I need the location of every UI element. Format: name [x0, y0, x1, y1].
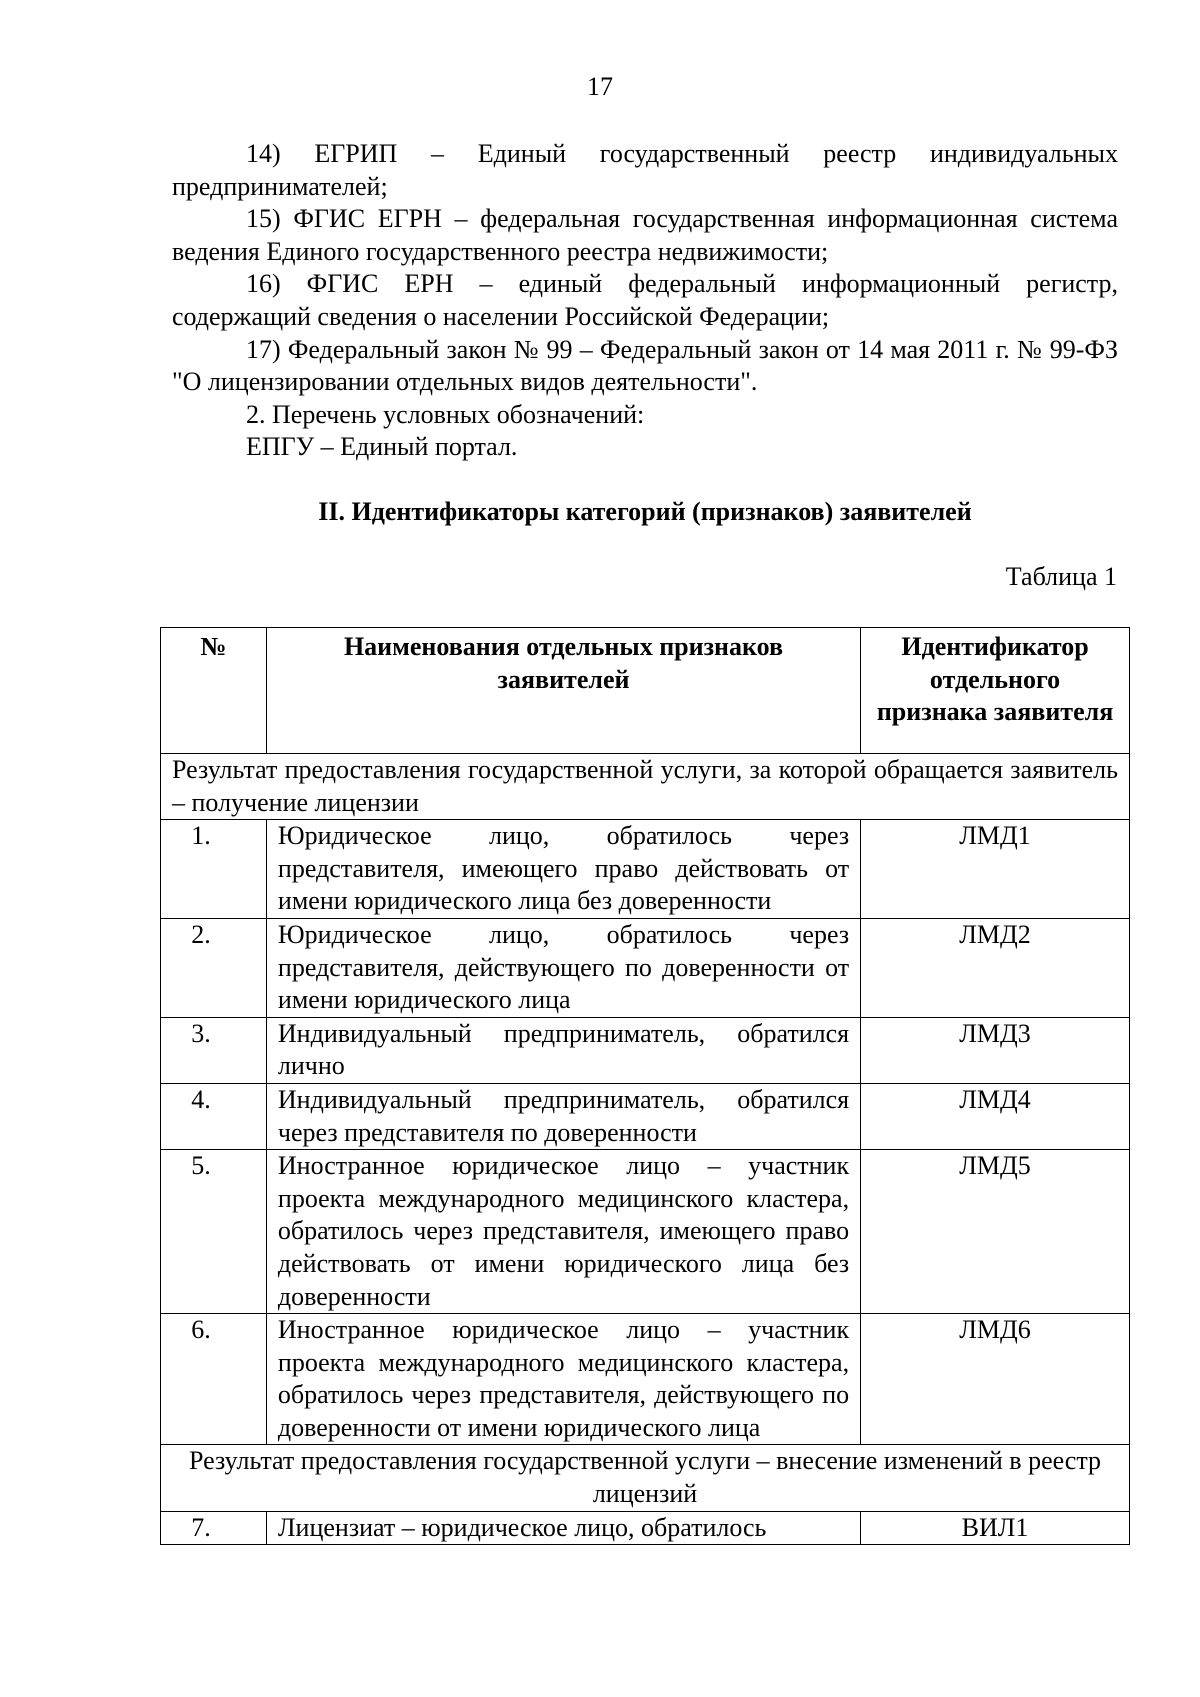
row-name: Индивидуальный предприниматель, обратился через представителя по доверенности — [266, 1083, 860, 1149]
row-code: ЛМД3 — [861, 1017, 1130, 1083]
group-license-obtaining: Результат предоставления государственной услуги, за которой обращается заявитель – получение лицензии — [161, 754, 1130, 820]
row-number: 1. — [161, 820, 267, 919]
row-name: Индивидуальный предприниматель, обратился лично — [266, 1017, 860, 1083]
table-group-row — [161, 1445, 1130, 1511]
row-code: ВИЛ1 — [861, 1511, 1130, 1545]
page-number: 17 — [587, 72, 613, 101]
table-row — [161, 1083, 1130, 1149]
table-caption: Таблица 1 — [1005, 562, 1117, 591]
applicant-categories-table — [160, 627, 1130, 1545]
row-number: 3. — [161, 1017, 267, 1083]
table-row — [161, 918, 1130, 1017]
header-number: № — [161, 628, 267, 754]
row-name: Юридическое лицо, обратилось через представителя, действующего по доверенности от имени юридического лица — [266, 918, 860, 1017]
table-header-row — [161, 628, 1130, 754]
row-code: ЛМД5 — [861, 1150, 1130, 1314]
table-group-row — [161, 754, 1130, 820]
paragraph-epgu: ЕПГУ – Единый портал. — [246, 432, 518, 462]
row-number: 6. — [161, 1314, 267, 1445]
section-heading: II. Идентификаторы категорий (признаков) заявителей — [318, 497, 972, 526]
row-code: ЛМД1 — [861, 820, 1130, 919]
table-row — [161, 1017, 1130, 1083]
row-number: 2. — [161, 918, 267, 1017]
table-row — [161, 1150, 1130, 1314]
table-row — [161, 1314, 1130, 1445]
row-number: 4. — [161, 1083, 267, 1149]
row-name: Лицензиат – юридическое лицо, обратилось — [266, 1511, 860, 1545]
row-name: Иностранное юридическое лицо – участник проекта международного медицинского кластера, обратилось через представителя, действующего по доверенности от имени юридического лица — [266, 1314, 860, 1445]
group-register-changes: Результат предоставления государственной услуги – внесение изменений в реестр лицензий — [161, 1445, 1130, 1511]
table-row — [161, 1511, 1130, 1545]
paragraph-symbols-list: 2. Перечень условных обозначений: — [246, 399, 645, 429]
row-number: 7. — [161, 1511, 267, 1545]
row-name: Иностранное юридическое лицо – участник проекта международного медицинского кластера, обратилось через представителя, имеющего право действовать от имени юридического лица без доверенности — [266, 1150, 860, 1314]
row-name: Юридическое лицо, обратилось через представителя, имеющего право действовать от имени юридического лица без доверенности — [266, 820, 860, 919]
row-code: ЛМД2 — [861, 918, 1130, 1017]
header-name: Наименования отдельных признаков заявителей — [266, 628, 860, 754]
row-number: 5. — [161, 1150, 267, 1314]
table-row — [161, 820, 1130, 919]
paragraph-federal-law: 17) Федеральный закон № 99 – Федеральный закон от 14 мая 2011 г. № 99-ФЗ "О лицензировании отдельных видов деятельности". — [172, 334, 1118, 397]
paragraph-fgis-ern: 16) ФГИС ЕРН – единый федеральный информационный регистр, содержащий сведения о населении Российской Федерации; — [172, 269, 1118, 331]
row-code: ЛМД4 — [861, 1083, 1130, 1149]
header-identifier: Идентификатор отдельного признака заявителя — [861, 628, 1130, 754]
row-code: ЛМД6 — [861, 1314, 1130, 1445]
paragraph-egrip: 14) ЕГРИП – Единый государственный реестр индивидуальных предпринимателей; — [172, 139, 1118, 201]
paragraph-fgis-egrn: 15) ФГИС ЕГРН – федеральная государственная информационная система ведения Единого государственного реестра недвижимости; — [172, 204, 1118, 266]
body-text — [172, 138, 1118, 464]
